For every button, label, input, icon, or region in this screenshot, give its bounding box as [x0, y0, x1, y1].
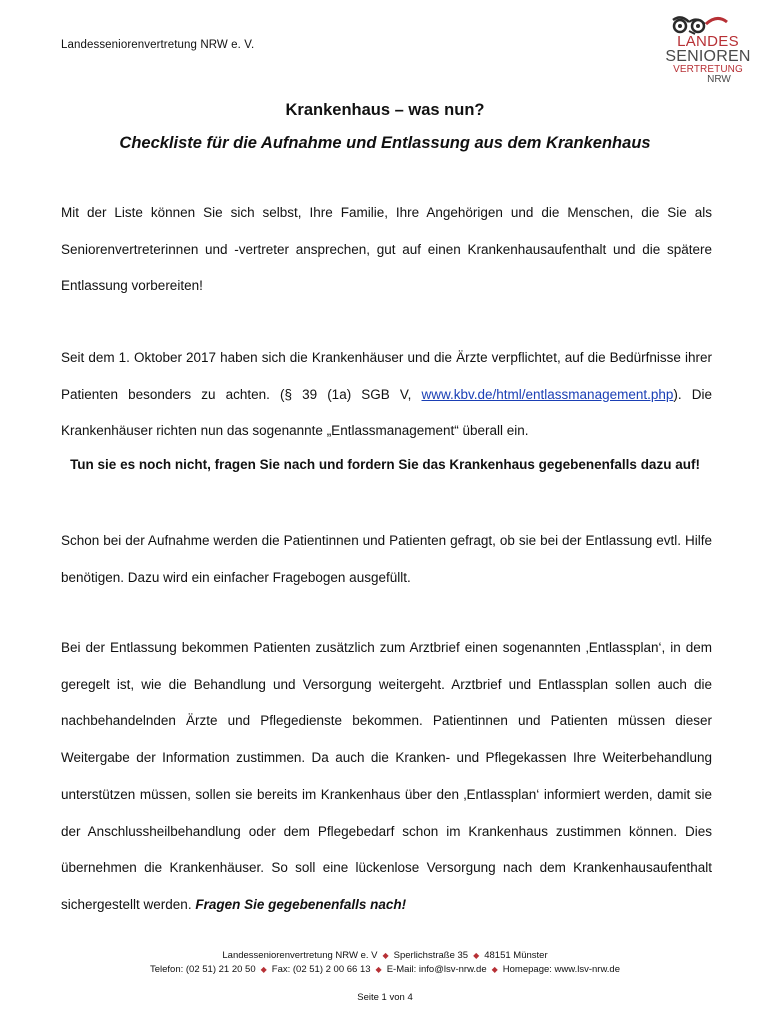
legal-paragraph [61, 340, 712, 450]
discharge-emphasis: Fragen Sie gegebenenfalls nach! [195, 896, 407, 912]
organization-logo [665, 14, 751, 102]
separator-icon: ◆ [491, 965, 498, 974]
discharge-paragraph [61, 630, 712, 924]
footer-contact-line [0, 964, 770, 975]
kbv-link[interactable]: www.kbv.de/html/entlassmanagement.php [421, 386, 674, 402]
footer-street: Sperlichstraße 35 [393, 950, 469, 961]
separator-icon: ◆ [473, 951, 480, 960]
logo-text-senioren: SENIOREN [665, 48, 751, 65]
header-org-name: Landesseniorenvertretung NRW e. V. [61, 39, 255, 51]
separator-icon: ◆ [382, 951, 389, 960]
footer-phone: Telefon: (02 51) 21 20 50 [149, 964, 256, 975]
document-title: Krankenhaus – was nun? [285, 101, 485, 119]
document-subtitle: Checkliste für die Aufnahme und Entlassung aus dem Krankenhaus [119, 134, 651, 152]
call-to-action: Tun sie es noch nicht, fragen Sie nach und fordern Sie das Krankenhaus gegebenenfalls dazu auf! [70, 457, 700, 472]
intro-paragraph: Mit der Liste können Sie sich selbst, Ihre Familie, Ihre Angehörigen und die Menschen, die Sie als Seniorenvertreterinnen und -vertreter ansprechen, gut auf einen Krankenhausaufenthalt und die spätere Entlassung vorbereiten! [61, 205, 712, 294]
footer-email: E-Mail: info@lsv-nrw.de [386, 964, 487, 975]
logo-text-vertretung: VERTRETUNG [673, 64, 743, 75]
logo-text-landes: LANDES [677, 33, 739, 50]
footer-homepage: Homepage: www.lsv-nrw.de [502, 964, 620, 975]
footer-address-line [0, 950, 770, 961]
legal-text-after: ). Die Krankenhäuser richten nun das sogenannte „Entlassmanagement“ überall ein. [61, 386, 712, 439]
admission-paragraph: Schon bei der Aufnahme werden die Patientinnen und Patienten gefragt, ob sie bei der Entlassung evtl. Hilfe benötigen. Dazu wird ein einfacher Fragebogen ausgefüllt. [61, 533, 712, 585]
footer-fax: Fax: (02 51) 2 00 66 13 [271, 964, 371, 975]
discharge-text: Bei der Entlassung bekommen Patienten zusätzlich zum Arztbrief einen sogenannten ‚Entlassplan‘, in dem geregelt ist, wie die Behandlung und Versorgung weitergeht. Arztbrief und Entlassplan sollen auch die nachbehandelnden Ärzte und Pflegedienste bekommen. Patientinnen und Patienten müssen dieser Weitergabe der Information zustimmen. Da auch die Kranken- und Pflegekassen Ihre Weiterbehandlung unterstützen müssen, sollen sie bereits im Krankenhaus über den ‚Entlassplan‘ informiert werden, damit sie der Anschlussheilbehandlung oder dem Pflegebedarf schon im Krankenhaus zustimmen können. Dies übernehmen die Krankenhäuser. So soll eine lückenlose Versorgung nach dem Krankenhausaufenthalt sichergestellt werden. [61, 640, 712, 912]
footer-city: 48151 Münster [484, 950, 548, 961]
page-number: Seite 1 von 4 [357, 992, 413, 1003]
logo-text-nrw: NRW [707, 74, 731, 85]
footer-org: Landesseniorenvertretung NRW e. V [222, 950, 378, 961]
separator-icon: ◆ [375, 965, 382, 974]
separator-icon: ◆ [260, 965, 267, 974]
legal-text-before: Seit dem 1. Oktober 2017 haben sich die Krankenhäuser und die Ärzte verpflichtet, auf die Bedürfnisse ihrer Patienten besonders zu achten. (§ 39 (1a) SGB V, [61, 350, 712, 402]
